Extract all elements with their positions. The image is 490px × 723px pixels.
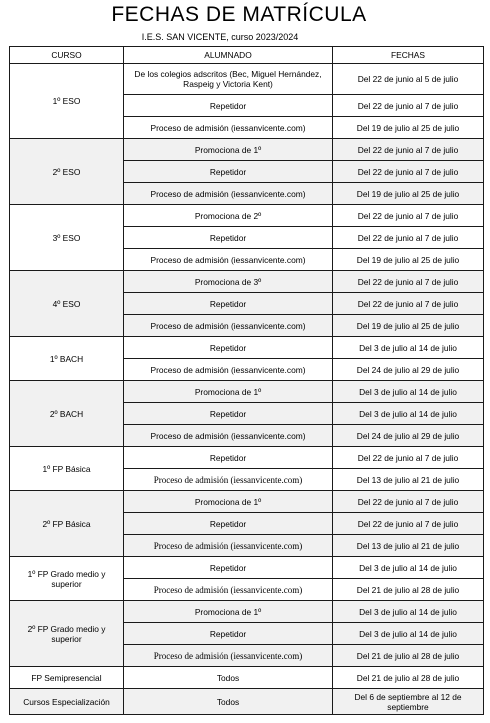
table-row — [10, 381, 484, 403]
fechas-cell: Del 22 de junio al 7 de julio — [333, 205, 484, 227]
header-fechas: FECHAS — [333, 47, 484, 64]
fechas-cell: Del 22 de junio al 7 de julio — [333, 161, 484, 183]
fechas-cell: Del 22 de junio al 7 de julio — [333, 447, 484, 469]
fechas-cell: Del 3 de julio al 14 de julio — [333, 337, 484, 359]
fechas-cell: Del 3 de julio al 14 de julio — [333, 381, 484, 403]
table-row — [10, 491, 484, 513]
fechas-cell: Del 22 de junio al 7 de julio — [333, 513, 484, 535]
fechas-cell: Del 19 de julio al 25 de julio — [333, 183, 484, 205]
alumnado-cell: Proceso de admisión (iessanvicente.com) — [124, 117, 333, 139]
table-row — [10, 689, 484, 715]
header-curso: CURSO — [10, 47, 124, 64]
fechas-cell: Del 6 de septiembre al 12 de septiembre — [333, 689, 484, 715]
curso-cell: Cursos Especialización — [10, 689, 124, 715]
fechas-cell: Del 19 de julio al 25 de julio — [333, 249, 484, 271]
curso-cell: 2º BACH — [10, 381, 124, 447]
curso-cell: 2º ESO — [10, 139, 124, 205]
table-row — [10, 64, 484, 95]
alumnado-cell: Proceso de admisión (iessanvicente.com) — [124, 359, 333, 381]
alumnado-cell: Promociona de 3º — [124, 271, 333, 293]
curso-cell: 1º FP Básica — [10, 447, 124, 491]
alumnado-cell: Promociona de 1º — [124, 601, 333, 623]
curso-cell: 4º ESO — [10, 271, 124, 337]
table-row — [10, 601, 484, 623]
table-row — [10, 667, 484, 689]
curso-cell: 3º ESO — [10, 205, 124, 271]
table-body — [10, 64, 484, 715]
alumnado-cell: Repetidor — [124, 403, 333, 425]
fechas-cell: Del 22 de junio al 7 de julio — [333, 95, 484, 117]
fechas-cell: Del 3 de julio al 14 de julio — [333, 623, 484, 645]
table-row — [10, 139, 484, 161]
enrollment-table — [9, 46, 484, 715]
alumnado-cell: Todos — [124, 689, 333, 715]
alumnado-cell: Repetidor — [124, 447, 333, 469]
alumnado-cell: Repetidor — [124, 623, 333, 645]
fechas-cell: Del 3 de julio al 14 de julio — [333, 557, 484, 579]
alumnado-cell: Promociona de 2º — [124, 205, 333, 227]
alumnado-cell: Proceso de admisión (iessanvicente.com) — [124, 315, 333, 337]
fechas-cell: Del 22 de junio al 5 de julio — [333, 64, 484, 95]
fechas-cell: Del 13 de julio al 21 de julio — [333, 535, 484, 557]
curso-cell: 2º FP Básica — [10, 491, 124, 557]
alumnado-cell: Repetidor — [124, 337, 333, 359]
fechas-cell: Del 13 de julio al 21 de julio — [333, 469, 484, 491]
alumnado-cell: Repetidor — [124, 293, 333, 315]
fechas-cell: Del 24 de julio al 29 de julio — [333, 425, 484, 447]
alumnado-cell: Promociona de 1º — [124, 139, 333, 161]
alumnado-cell: Promociona de 1º — [124, 381, 333, 403]
curso-cell: 1º ESO — [10, 64, 124, 139]
curso-cell: FP Semipresencial — [10, 667, 124, 689]
alumnado-cell: Proceso de admisión (iessanvicente.com) — [124, 535, 333, 557]
alumnado-cell: Repetidor — [124, 557, 333, 579]
fechas-cell: Del 19 de julio al 25 de julio — [333, 117, 484, 139]
page-subtitle: I.E.S. SAN VICENTE, curso 2023/2024 — [141, 32, 299, 42]
alumnado-cell: De los colegios adscritos (Bec, Miguel Hernández, Raspeig y Victoria Kent) — [124, 64, 333, 95]
alumnado-cell: Todos — [124, 667, 333, 689]
page-title: FECHAS DE MATRÍCULA — [111, 3, 367, 26]
alumnado-cell: Proceso de admisión (iessanvicente.com) — [124, 183, 333, 205]
table-row — [10, 271, 484, 293]
table-row — [10, 557, 484, 579]
fechas-cell: Del 19 de julio al 25 de julio — [333, 315, 484, 337]
alumnado-cell: Proceso de admisión (iessanvicente.com) — [124, 645, 333, 667]
alumnado-cell: Proceso de admisión (iessanvicente.com) — [124, 579, 333, 601]
fechas-cell: Del 24 de julio al 29 de julio — [333, 359, 484, 381]
fechas-cell: Del 3 de julio al 14 de julio — [333, 601, 484, 623]
alumnado-cell: Promociona de 1º — [124, 491, 333, 513]
fechas-cell: Del 22 de junio al 7 de julio — [333, 491, 484, 513]
alumnado-cell: Proceso de admisión (iessanvicente.com) — [124, 425, 333, 447]
alumnado-cell: Repetidor — [124, 513, 333, 535]
header-alumnado: ALUMNADO — [124, 47, 333, 64]
fechas-cell: Del 3 de julio al 14 de julio — [333, 403, 484, 425]
curso-cell: 1º BACH — [10, 337, 124, 381]
table-row — [10, 447, 484, 469]
table-header-row — [10, 47, 484, 64]
alumnado-cell: Repetidor — [124, 161, 333, 183]
alumnado-cell: Repetidor — [124, 227, 333, 249]
fechas-cell: Del 22 de junio al 7 de julio — [333, 293, 484, 315]
curso-cell: 2º FP Grado medio y superior — [10, 601, 124, 667]
alumnado-cell: Repetidor — [124, 95, 333, 117]
fechas-cell: Del 22 de junio al 7 de julio — [333, 271, 484, 293]
fechas-cell: Del 21 de julio al 28 de julio — [333, 645, 484, 667]
fechas-cell: Del 21 de julio al 28 de julio — [333, 667, 484, 689]
alumnado-cell: Proceso de admisión (iessanvicente.com) — [124, 249, 333, 271]
table-row — [10, 337, 484, 359]
fechas-cell: Del 21 de julio al 28 de julio — [333, 579, 484, 601]
fechas-cell: Del 22 de junio al 7 de julio — [333, 139, 484, 161]
fechas-cell: Del 22 de junio al 7 de julio — [333, 227, 484, 249]
curso-cell: 1º FP Grado medio y superior — [10, 557, 124, 601]
table-row — [10, 205, 484, 227]
alumnado-cell: Proceso de admisión (iessanvicente.com) — [124, 469, 333, 491]
